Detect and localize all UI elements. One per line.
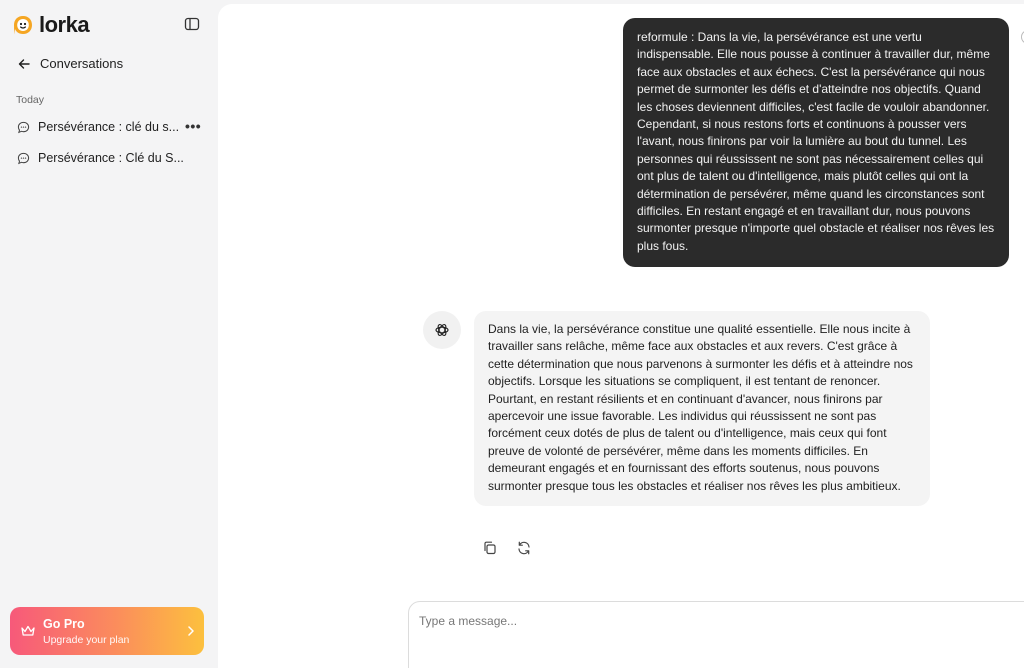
chat-bubble-icon (17, 121, 30, 134)
arrow-left-icon (18, 58, 30, 70)
lorka-logo-icon (12, 14, 34, 36)
openai-logo-icon (434, 322, 450, 338)
conversation-title: Persévérance : Clé du S... (38, 151, 184, 165)
user-message: reformule : Dans la vie, la persévérance est une vertu indispensable. Elle nous pousse à continuer à travailler dur, même face aux obstacles et aux échecs. C'est la persévérance qui nous permet de surmonter les défis et d'atteindre nos objectifs. Quand les choses deviennent difficiles, c'est facile de vouloir abandonner. Cependant, si nous restons forts et continuons à pousser vers l'avant, nous finirons par voir la lumière au bout du tunnel. Les personnes qui réussissent ne sont pas nécessairement celles qui ont plus de talent ou d'intelligence, mais plutôt celles qui ont la détermination de persévérer, même quand les circonstances sont difficiles. En restant engagé et en travaillant dur, nous pouvons surmonter presque n'importe quel obstacle et réaliser nos rêves les plus fous. (623, 18, 1009, 267)
go-pro-title: Go Pro (43, 617, 85, 631)
sidebar-toggle-icon[interactable] (184, 16, 200, 32)
chat-bubble-icon (17, 152, 30, 165)
back-label: Conversations (40, 56, 124, 71)
conversation-title: Persévérance : clé du s... (38, 120, 180, 134)
crown-icon (20, 623, 36, 639)
section-label-today: Today (16, 94, 45, 106)
message-composer (408, 601, 1024, 668)
go-pro-button[interactable] (10, 607, 204, 655)
assistant-avatar (423, 311, 461, 349)
sidebar (0, 0, 218, 668)
chevron-right-icon (186, 624, 196, 638)
regenerate-icon[interactable] (515, 539, 533, 557)
back-to-conversations[interactable] (18, 56, 123, 71)
copy-icon[interactable] (481, 539, 499, 557)
brand[interactable] (12, 12, 89, 38)
message-input[interactable] (419, 614, 979, 628)
conversation-item[interactable] (17, 151, 207, 165)
assistant-message: Dans la vie, la persévérance constitue une qualité essentielle. Elle nous incite à travailler sans relâche, même face aux obstacles et aux revers. C'est grâce à cette détermination que nous parvenons à surmonter les défis et à atteindre nos objectifs. Lorsque les situations se compliquent, il est tentant de renoncer. Pourtant, en restant résilients et en continuant d'avancer, nous finirons par apercevoir une issue favorable. Les individus qui réussissent ne sont pas forcément ceux dotés de plus de talent ou d'intelligence, mais ceux qui font preuve de volonté de persévérer, même dans les moments difficiles. En demeurant engagés et en fournissant des efforts soutenus, nous pouvons surmonter presque tous les obstacles et réaliser nos rêves les plus ambitieux. (474, 311, 930, 506)
conversation-item[interactable] (17, 120, 207, 134)
more-options-icon[interactable]: ••• (185, 118, 202, 134)
chat-panel (218, 4, 1024, 668)
go-pro-subtitle: Upgrade your plan (43, 634, 130, 646)
app-name: lorka (39, 12, 90, 37)
